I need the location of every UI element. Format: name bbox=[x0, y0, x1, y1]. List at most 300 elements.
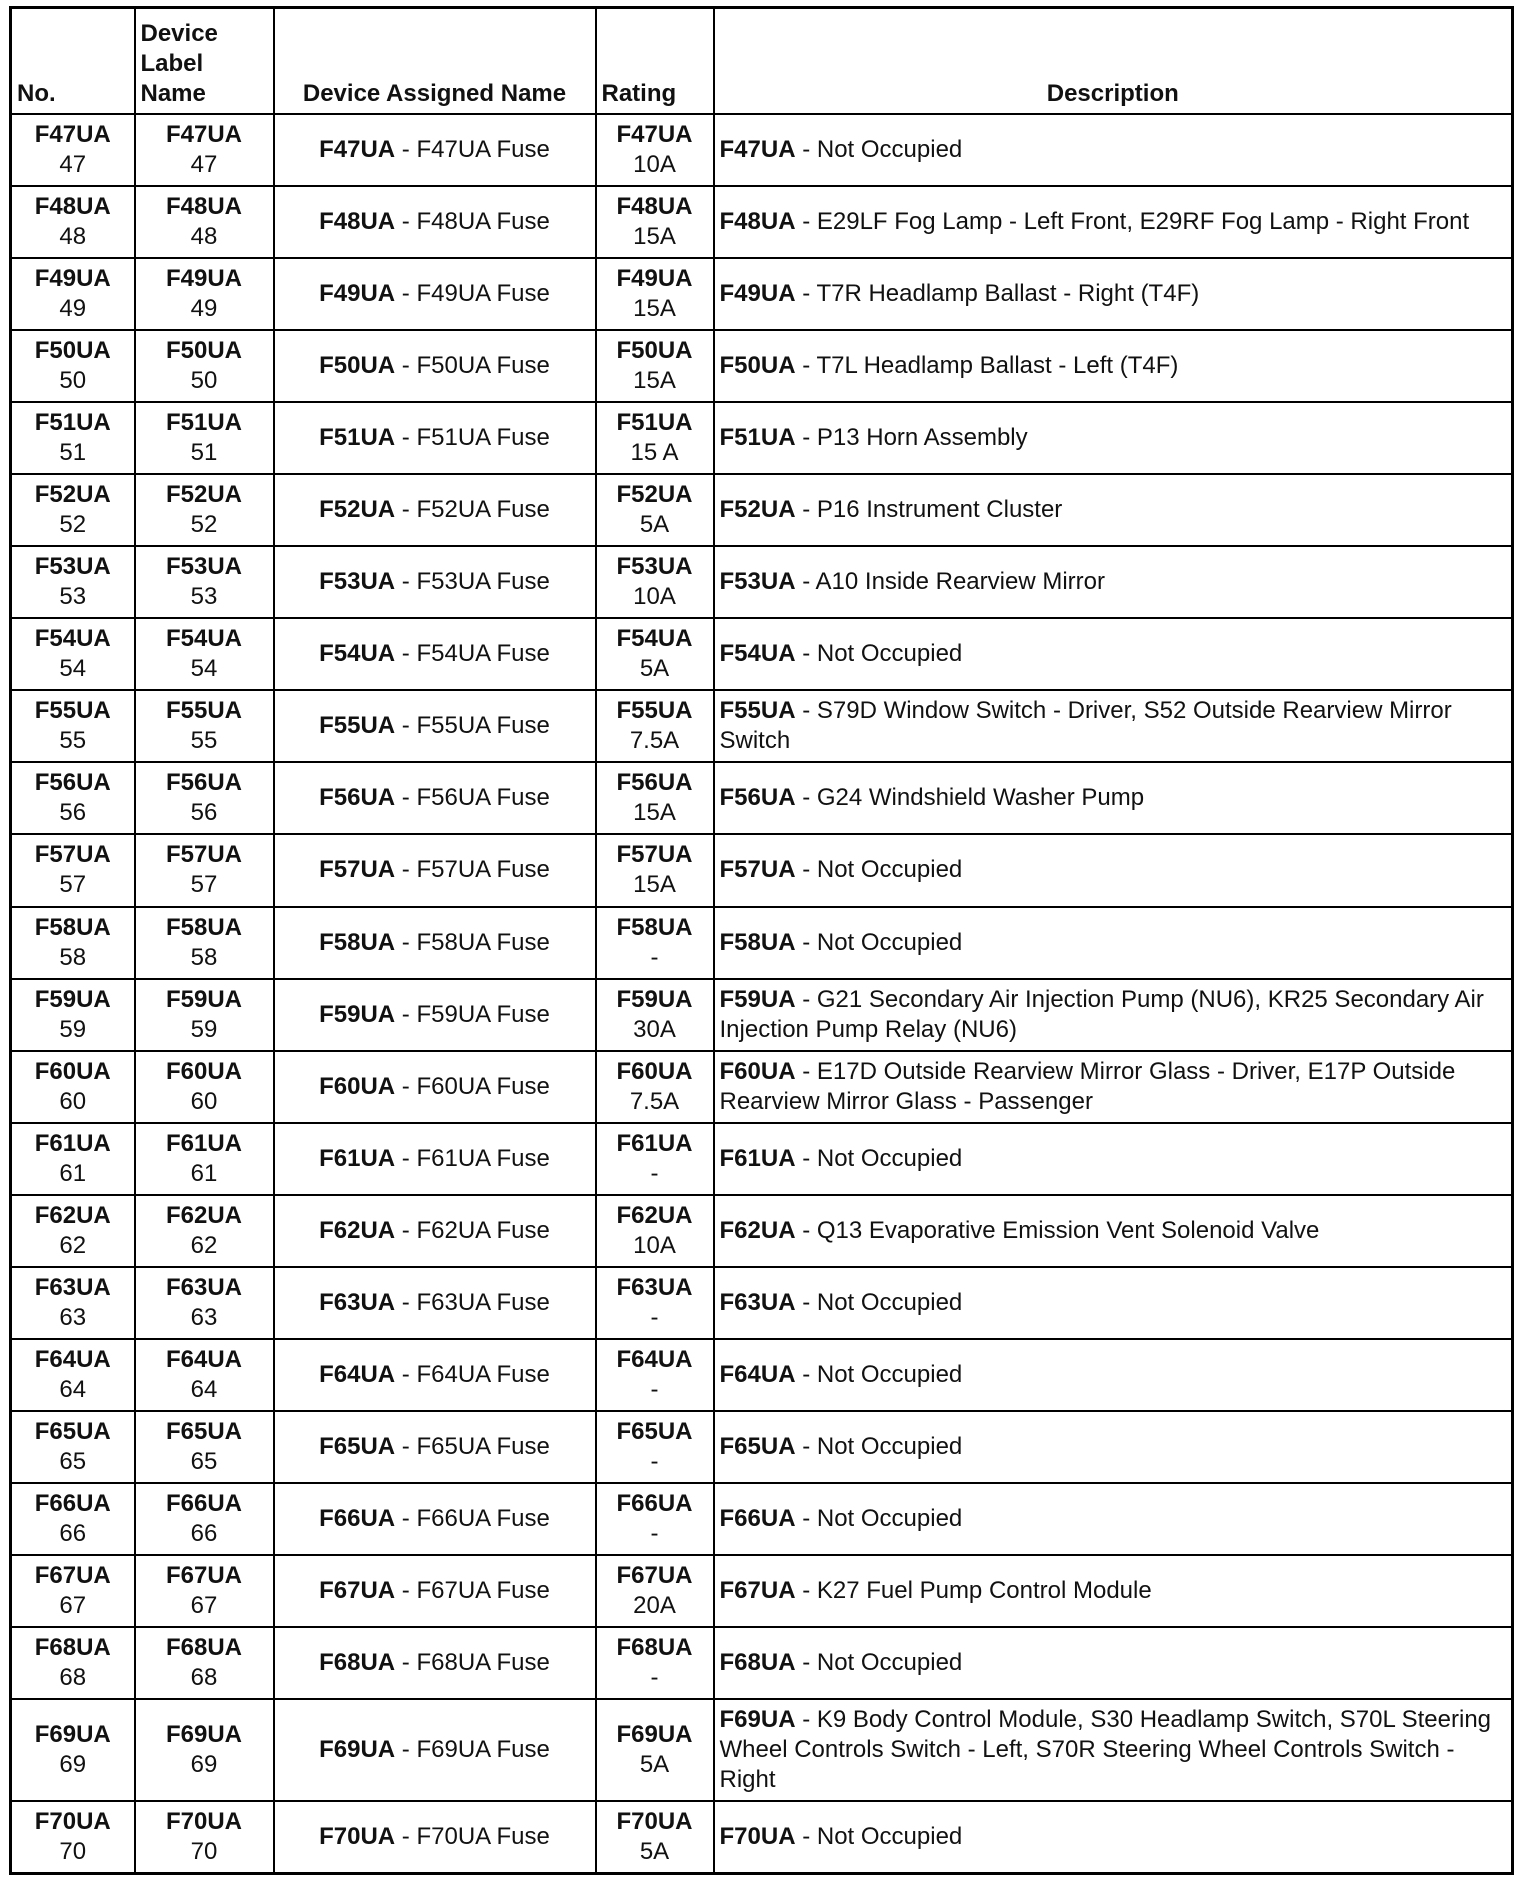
fuse-id: F57UA bbox=[719, 856, 796, 884]
cell-description: F66UA - Not Occupied bbox=[714, 1483, 1513, 1555]
fuse-number: 61 bbox=[190, 1159, 218, 1187]
fuse-id: F52UA bbox=[719, 496, 796, 524]
cell-assigned-name: F50UA - F50UA Fuse bbox=[274, 330, 596, 402]
fuse-number: 66 bbox=[190, 1519, 218, 1547]
cell-device-label bbox=[135, 618, 274, 690]
fuse-id: F61UA bbox=[34, 1129, 111, 1157]
fuse-number: 53 bbox=[190, 583, 218, 611]
cell-no bbox=[11, 1195, 135, 1267]
cell-no bbox=[11, 258, 135, 330]
cell-rating bbox=[596, 1267, 714, 1339]
fuse-rating: 10A bbox=[633, 1231, 676, 1259]
table-row bbox=[11, 1339, 1513, 1411]
fuse-description: Not Occupied bbox=[816, 1823, 963, 1851]
cell-description: F56UA - G24 Windshield Washer Pump bbox=[714, 762, 1513, 834]
cell-device-label bbox=[135, 546, 274, 618]
cell-no bbox=[11, 1123, 135, 1195]
fuse-id: F63UA bbox=[34, 1273, 111, 1301]
fuse-number: 63 bbox=[190, 1303, 218, 1331]
fuse-id: F49UA bbox=[719, 280, 796, 308]
table-row bbox=[11, 1267, 1513, 1339]
cell-description: F51UA - P13 Horn Assembly bbox=[714, 402, 1513, 474]
fuse-id: F66UA bbox=[719, 1504, 796, 1532]
cell-device-label bbox=[135, 186, 274, 258]
fuse-description: Not Occupied bbox=[816, 1504, 963, 1532]
fuse-number: 57 bbox=[59, 871, 87, 899]
cell-assigned-name: F65UA - F65UA Fuse bbox=[274, 1411, 596, 1483]
fuse-number: 58 bbox=[59, 943, 87, 971]
fuse-id: F51UA bbox=[719, 424, 796, 452]
cell-description: F58UA - Not Occupied bbox=[714, 907, 1513, 979]
fuse-number: 54 bbox=[59, 655, 87, 683]
cell-description: F64UA - Not Occupied bbox=[714, 1339, 1513, 1411]
fuse-id: F69UA bbox=[616, 1721, 693, 1749]
table-row bbox=[11, 762, 1513, 834]
table-row bbox=[11, 1801, 1513, 1873]
fuse-id: F64UA bbox=[616, 1345, 693, 1373]
table-row bbox=[11, 1699, 1513, 1801]
fuse-id: F64UA bbox=[165, 1345, 243, 1373]
cell-no bbox=[11, 1483, 135, 1555]
fuse-assigned-name: F65UA Fuse bbox=[416, 1432, 550, 1460]
fuse-number: 62 bbox=[190, 1231, 218, 1259]
table-row bbox=[11, 1555, 1513, 1627]
fuse-assigned-name: F64UA Fuse bbox=[416, 1360, 550, 1388]
cell-description: F61UA - Not Occupied bbox=[714, 1123, 1513, 1195]
fuse-number: 55 bbox=[59, 727, 87, 755]
fuse-id: F70UA bbox=[34, 1808, 111, 1836]
fuse-id: F63UA bbox=[319, 1288, 396, 1316]
cell-assigned-name: F64UA - F64UA Fuse bbox=[274, 1339, 596, 1411]
fuse-id: F67UA bbox=[719, 1576, 796, 1604]
cell-assigned-name: F48UA - F48UA Fuse bbox=[274, 186, 596, 258]
fuse-id: F47UA bbox=[616, 121, 693, 149]
fuse-id: F69UA bbox=[719, 1706, 796, 1734]
fuse-description: T7L Headlamp Ballast - Left (T4F) bbox=[816, 352, 1179, 380]
table-row bbox=[11, 690, 1513, 762]
fuse-id: F62UA bbox=[34, 1201, 111, 1229]
cell-device-label bbox=[135, 1699, 274, 1801]
fuse-rating: - bbox=[650, 1303, 659, 1331]
fuse-id: F54UA bbox=[616, 625, 693, 653]
cell-device-label bbox=[135, 258, 274, 330]
fuse-rating: 15A bbox=[633, 799, 676, 827]
table-row bbox=[11, 402, 1513, 474]
fuse-number: 47 bbox=[190, 151, 218, 179]
fuse-id: F51UA bbox=[319, 424, 396, 452]
fuse-rating: 10A bbox=[633, 583, 676, 611]
cell-no bbox=[11, 402, 135, 474]
cell-rating bbox=[596, 907, 714, 979]
cell-rating bbox=[596, 1801, 714, 1873]
cell-rating bbox=[596, 186, 714, 258]
cell-rating bbox=[596, 1123, 714, 1195]
table-row bbox=[11, 1411, 1513, 1483]
fuse-id: F69UA bbox=[319, 1736, 396, 1764]
fuse-rating: - bbox=[650, 1447, 659, 1475]
fuse-id: F47UA bbox=[165, 121, 243, 149]
cell-device-label bbox=[135, 1051, 274, 1123]
cell-device-label bbox=[135, 834, 274, 906]
fuse-id: F57UA bbox=[616, 841, 693, 869]
fuse-id: F50UA bbox=[319, 352, 396, 380]
cell-assigned-name: F47UA - F47UA Fuse bbox=[274, 114, 596, 186]
fuse-assigned-name: F58UA Fuse bbox=[416, 928, 550, 956]
cell-device-label bbox=[135, 1555, 274, 1627]
cell-assigned-name: F49UA - F49UA Fuse bbox=[274, 258, 596, 330]
fuse-id: F54UA bbox=[319, 640, 396, 668]
fuse-number: 56 bbox=[190, 799, 218, 827]
header-rating: Rating bbox=[596, 8, 714, 115]
fuse-id: F53UA bbox=[319, 568, 396, 596]
cell-assigned-name: F62UA - F62UA Fuse bbox=[274, 1195, 596, 1267]
fuse-number: 50 bbox=[190, 367, 218, 395]
fuse-description: Not Occupied bbox=[816, 1432, 963, 1460]
fuse-id: F55UA bbox=[719, 697, 796, 725]
fuse-assigned-name: F53UA Fuse bbox=[416, 568, 550, 596]
fuse-id: F50UA bbox=[165, 337, 243, 365]
cell-description: F49UA - T7R Headlamp Ballast - Right (T4F) bbox=[714, 258, 1513, 330]
cell-description: F69UA - K9 Body Control Module, S30 Headlamp Switch, S70L Steering Wheel Controls Switch - Left, S70R Steering Wheel Controls Switch - Right bbox=[714, 1699, 1513, 1801]
fuse-id: F68UA bbox=[34, 1634, 111, 1661]
fuse-id: F66UA bbox=[616, 1489, 693, 1517]
fuse-assigned-name: F59UA Fuse bbox=[416, 1000, 550, 1028]
cell-assigned-name: F53UA - F53UA Fuse bbox=[274, 546, 596, 618]
fuse-id: F49UA bbox=[34, 265, 111, 293]
cell-no bbox=[11, 979, 135, 1051]
cell-no bbox=[11, 907, 135, 979]
fuse-id: F51UA bbox=[34, 409, 111, 437]
table-row bbox=[11, 618, 1513, 690]
fuse-number: 69 bbox=[190, 1751, 218, 1779]
fuse-table bbox=[9, 6, 1514, 1875]
cell-device-label bbox=[135, 1411, 274, 1483]
fuse-id: F67UA bbox=[319, 1576, 396, 1604]
fuse-id: F58UA bbox=[616, 913, 693, 941]
fuse-id: F56UA bbox=[319, 784, 396, 812]
fuse-description: Not Occupied bbox=[816, 856, 963, 884]
fuse-id: F65UA bbox=[319, 1432, 396, 1460]
cell-assigned-name: F54UA - F54UA Fuse bbox=[274, 618, 596, 690]
cell-device-label bbox=[135, 907, 274, 979]
cell-device-label bbox=[135, 762, 274, 834]
header-no: No. bbox=[11, 8, 135, 115]
fuse-rating: - bbox=[650, 1664, 659, 1691]
table-row bbox=[11, 979, 1513, 1051]
cell-assigned-name: F67UA - F67UA Fuse bbox=[274, 1555, 596, 1627]
fuse-id: F64UA bbox=[319, 1360, 396, 1388]
cell-rating bbox=[596, 546, 714, 618]
fuse-id: F60UA bbox=[34, 1057, 111, 1085]
cell-no bbox=[11, 1339, 135, 1411]
fuse-id: F70UA bbox=[616, 1808, 693, 1836]
cell-no bbox=[11, 1699, 135, 1801]
fuse-id: F60UA bbox=[319, 1072, 396, 1100]
cell-rating bbox=[596, 1051, 714, 1123]
table-row bbox=[11, 186, 1513, 258]
fuse-assigned-name: F63UA Fuse bbox=[416, 1288, 550, 1316]
cell-description: F57UA - Not Occupied bbox=[714, 834, 1513, 906]
fuse-id: F70UA bbox=[319, 1823, 396, 1851]
fuse-id: F63UA bbox=[165, 1273, 243, 1301]
fuse-assigned-name: F54UA Fuse bbox=[416, 640, 550, 668]
cell-description: F48UA - E29LF Fog Lamp - Left Front, E29RF Fog Lamp - Right Front bbox=[714, 186, 1513, 258]
fuse-assigned-name: F60UA Fuse bbox=[416, 1072, 550, 1100]
fuse-description: Not Occupied bbox=[816, 928, 963, 956]
fuse-assigned-name: F55UA Fuse bbox=[416, 712, 550, 740]
cell-rating bbox=[596, 1411, 714, 1483]
fuse-rating: 15A bbox=[633, 295, 676, 323]
fuse-rating: - bbox=[650, 1159, 659, 1187]
cell-description: F65UA - Not Occupied bbox=[714, 1411, 1513, 1483]
fuse-assigned-name: F70UA Fuse bbox=[416, 1823, 550, 1851]
fuse-id: F60UA bbox=[165, 1057, 243, 1085]
fuse-id: F65UA bbox=[34, 1417, 111, 1445]
fuse-id: F57UA bbox=[34, 841, 111, 869]
fuse-rating: 20A bbox=[633, 1591, 676, 1619]
cell-device-label bbox=[135, 979, 274, 1051]
fuse-id: F51UA bbox=[165, 409, 243, 437]
cell-no bbox=[11, 546, 135, 618]
fuse-id: F58UA bbox=[34, 913, 111, 941]
fuse-id: F47UA bbox=[34, 121, 111, 149]
cell-no bbox=[11, 834, 135, 906]
fuse-assigned-name: F48UA Fuse bbox=[416, 208, 550, 236]
fuse-rating: 5A bbox=[639, 1838, 670, 1866]
fuse-id: F70UA bbox=[719, 1823, 796, 1851]
fuse-description: Not Occupied bbox=[816, 1144, 963, 1172]
fuse-rating: 15A bbox=[633, 223, 676, 251]
fuse-number: 70 bbox=[59, 1838, 87, 1866]
fuse-description: S79D Window Switch - Driver, S52 Outside Rearview Mirror Switch bbox=[719, 697, 1452, 755]
fuse-id: F67UA bbox=[616, 1561, 693, 1589]
cell-description: F55UA - S79D Window Switch - Driver, S52 Outside Rearview Mirror Switch bbox=[714, 690, 1513, 762]
cell-rating bbox=[596, 1555, 714, 1627]
fuse-id: F48UA bbox=[34, 193, 111, 221]
fuse-number: 58 bbox=[190, 943, 218, 971]
fuse-number: 52 bbox=[190, 511, 218, 539]
cell-description: F59UA - G21 Secondary Air Injection Pump (NU6), KR25 Secondary Air Injection Pump Relay (NU6) bbox=[714, 979, 1513, 1051]
cell-device-label bbox=[135, 1123, 274, 1195]
fuse-number: 70 bbox=[190, 1838, 218, 1866]
cell-rating bbox=[596, 1195, 714, 1267]
fuse-id: F57UA bbox=[165, 841, 243, 869]
fuse-id: F62UA bbox=[319, 1216, 396, 1244]
header-description: Description bbox=[714, 8, 1513, 115]
cell-no bbox=[11, 330, 135, 402]
table-body bbox=[11, 114, 1513, 1874]
table-row bbox=[11, 1195, 1513, 1267]
fuse-description: K27 Fuel Pump Control Module bbox=[816, 1576, 1152, 1604]
cell-rating bbox=[596, 402, 714, 474]
fuse-id: F49UA bbox=[165, 265, 243, 293]
fuse-id: F69UA bbox=[34, 1721, 111, 1749]
table-row bbox=[11, 1627, 1513, 1699]
fuse-id: F58UA bbox=[719, 928, 796, 956]
fuse-number: 48 bbox=[190, 223, 218, 251]
table-row bbox=[11, 1123, 1513, 1195]
cell-description: F60UA - E17D Outside Rearview Mirror Glass - Driver, E17P Outside Rearview Mirror Glass - Passenger bbox=[714, 1051, 1513, 1123]
cell-assigned-name: F68UA - F68UA Fuse bbox=[274, 1627, 596, 1699]
cell-description: F62UA - Q13 Evaporative Emission Vent Solenoid Valve bbox=[714, 1195, 1513, 1267]
cell-no bbox=[11, 474, 135, 546]
fuse-id: F58UA bbox=[319, 928, 396, 956]
fuse-id: F64UA bbox=[34, 1345, 111, 1373]
fuse-id: F50UA bbox=[34, 337, 111, 365]
fuse-rating: 10A bbox=[633, 151, 676, 179]
fuse-id: F49UA bbox=[319, 280, 396, 308]
fuse-id: F56UA bbox=[165, 769, 243, 797]
fuse-id: F59UA bbox=[616, 985, 693, 1013]
fuse-number: 64 bbox=[190, 1375, 218, 1403]
fuse-number: 59 bbox=[59, 1015, 87, 1043]
fuse-id: F61UA bbox=[616, 1129, 693, 1157]
fuse-id: F67UA bbox=[165, 1561, 243, 1589]
cell-device-label bbox=[135, 690, 274, 762]
cell-assigned-name: F63UA - F63UA Fuse bbox=[274, 1267, 596, 1339]
fuse-rating: 5A bbox=[639, 1751, 670, 1779]
cell-rating bbox=[596, 690, 714, 762]
fuse-id: F53UA bbox=[165, 553, 243, 581]
fuse-number: 62 bbox=[59, 1231, 87, 1259]
cell-description: F68UA - Not Occupied bbox=[714, 1627, 1513, 1699]
fuse-assigned-name: F47UA Fuse bbox=[416, 136, 550, 164]
fuse-id: F56UA bbox=[34, 769, 111, 797]
table-row bbox=[11, 114, 1513, 186]
fuse-id: F56UA bbox=[616, 769, 693, 797]
fuse-id: F58UA bbox=[165, 913, 243, 941]
fuse-id: F59UA bbox=[719, 985, 796, 1013]
fuse-description: G21 Secondary Air Injection Pump (NU6), KR25 Secondary Air Injection Pump Relay (NU6) bbox=[719, 985, 1484, 1043]
fuse-number: 51 bbox=[59, 439, 87, 467]
fuse-id: F47UA bbox=[719, 136, 796, 164]
cell-no bbox=[11, 618, 135, 690]
fuse-id: F53UA bbox=[719, 568, 796, 596]
fuse-number: 67 bbox=[190, 1591, 218, 1619]
fuse-id: F68UA bbox=[165, 1634, 243, 1661]
fuse-rating: 15A bbox=[633, 367, 676, 395]
fuse-number: 60 bbox=[190, 1087, 218, 1115]
fuse-description: Q13 Evaporative Emission Vent Solenoid Valve bbox=[816, 1216, 1320, 1244]
fuse-id: F53UA bbox=[34, 553, 111, 581]
fuse-id: F62UA bbox=[165, 1201, 243, 1229]
cell-no bbox=[11, 1051, 135, 1123]
fuse-number: 66 bbox=[59, 1519, 87, 1547]
cell-device-label bbox=[135, 402, 274, 474]
fuse-number: 56 bbox=[59, 799, 87, 827]
fuse-rating: - bbox=[650, 1519, 659, 1547]
fuse-id: F66UA bbox=[319, 1504, 396, 1532]
fuse-rating: 7.5A bbox=[629, 727, 680, 755]
table-header bbox=[11, 8, 1513, 115]
fuse-assigned-name: F50UA Fuse bbox=[416, 352, 550, 380]
fuse-id: F48UA bbox=[719, 208, 796, 236]
fuse-number: 49 bbox=[59, 295, 87, 323]
fuse-number: 50 bbox=[59, 367, 87, 395]
fuse-assigned-name: F68UA Fuse bbox=[416, 1649, 550, 1676]
fuse-description: P16 Instrument Cluster bbox=[816, 496, 1063, 524]
fuse-number: 65 bbox=[59, 1447, 87, 1475]
cell-rating bbox=[596, 1699, 714, 1801]
cell-assigned-name: F59UA - F59UA Fuse bbox=[274, 979, 596, 1051]
fuse-description: E17D Outside Rearview Mirror Glass - Driver, E17P Outside Rearview Mirror Glass - Passenger bbox=[719, 1057, 1456, 1115]
fuse-id: F55UA bbox=[165, 697, 243, 725]
cell-no bbox=[11, 114, 135, 186]
fuse-number: 65 bbox=[190, 1447, 218, 1475]
fuse-number: 48 bbox=[59, 223, 87, 251]
fuse-id: F54UA bbox=[719, 640, 796, 668]
fuse-number: 64 bbox=[59, 1375, 87, 1403]
fuse-number: 63 bbox=[59, 1303, 87, 1331]
fuse-id: F48UA bbox=[165, 193, 243, 221]
cell-rating bbox=[596, 618, 714, 690]
fuse-description: Not Occupied bbox=[816, 1360, 963, 1388]
fuse-description: G24 Windshield Washer Pump bbox=[816, 784, 1145, 812]
fuse-id: F50UA bbox=[719, 352, 796, 380]
cell-no bbox=[11, 1801, 135, 1873]
fuse-id: F59UA bbox=[34, 985, 111, 1013]
table-row bbox=[11, 834, 1513, 906]
fuse-description: Not Occupied bbox=[816, 136, 963, 164]
fuse-id: F55UA bbox=[616, 697, 693, 725]
fuse-id: F63UA bbox=[616, 1273, 693, 1301]
cell-assigned-name: F51UA - F51UA Fuse bbox=[274, 402, 596, 474]
fuse-rating: 7.5A bbox=[629, 1087, 680, 1115]
fuse-assigned-name: F56UA Fuse bbox=[416, 784, 550, 812]
table-row bbox=[11, 1483, 1513, 1555]
fuse-id: F66UA bbox=[34, 1489, 111, 1517]
fuse-id: F51UA bbox=[616, 409, 693, 437]
cell-description: F52UA - P16 Instrument Cluster bbox=[714, 474, 1513, 546]
fuse-id: F53UA bbox=[616, 553, 693, 581]
fuse-id: F57UA bbox=[319, 856, 396, 884]
cell-description: F67UA - K27 Fuel Pump Control Module bbox=[714, 1555, 1513, 1627]
fuse-number: 52 bbox=[59, 511, 87, 539]
cell-assigned-name: F57UA - F57UA Fuse bbox=[274, 834, 596, 906]
fuse-assigned-name: F49UA Fuse bbox=[416, 280, 550, 308]
header-label-line: Device bbox=[140, 20, 218, 47]
fuse-description: Not Occupied bbox=[816, 640, 963, 668]
fuse-id: F61UA bbox=[319, 1144, 396, 1172]
cell-device-label bbox=[135, 1627, 274, 1699]
fuse-id: F62UA bbox=[616, 1201, 693, 1229]
fuse-id: F70UA bbox=[165, 1808, 243, 1836]
cell-device-label bbox=[135, 474, 274, 546]
fuse-number: 61 bbox=[59, 1159, 87, 1187]
fuse-id: F63UA bbox=[719, 1288, 796, 1316]
fuse-id: F54UA bbox=[165, 625, 243, 653]
cell-rating bbox=[596, 1627, 714, 1699]
fuse-description: Not Occupied bbox=[816, 1288, 963, 1316]
fuse-id: F64UA bbox=[719, 1360, 796, 1388]
fuse-assigned-name: F62UA Fuse bbox=[416, 1216, 550, 1244]
header-device-label-name bbox=[135, 8, 274, 115]
cell-no bbox=[11, 1555, 135, 1627]
fuse-id: F50UA bbox=[616, 337, 693, 365]
cell-assigned-name: F58UA - F58UA Fuse bbox=[274, 907, 596, 979]
fuse-number: 47 bbox=[59, 151, 87, 179]
fuse-id: F56UA bbox=[719, 784, 796, 812]
fuse-id: F66UA bbox=[165, 1489, 243, 1517]
fuse-id: F60UA bbox=[719, 1057, 796, 1085]
fuse-id: F62UA bbox=[719, 1216, 796, 1244]
fuse-number: 68 bbox=[190, 1664, 218, 1691]
cell-device-label bbox=[135, 114, 274, 186]
fuse-id: F61UA bbox=[719, 1144, 796, 1172]
cell-device-label bbox=[135, 330, 274, 402]
cell-device-label bbox=[135, 1195, 274, 1267]
cell-rating bbox=[596, 258, 714, 330]
